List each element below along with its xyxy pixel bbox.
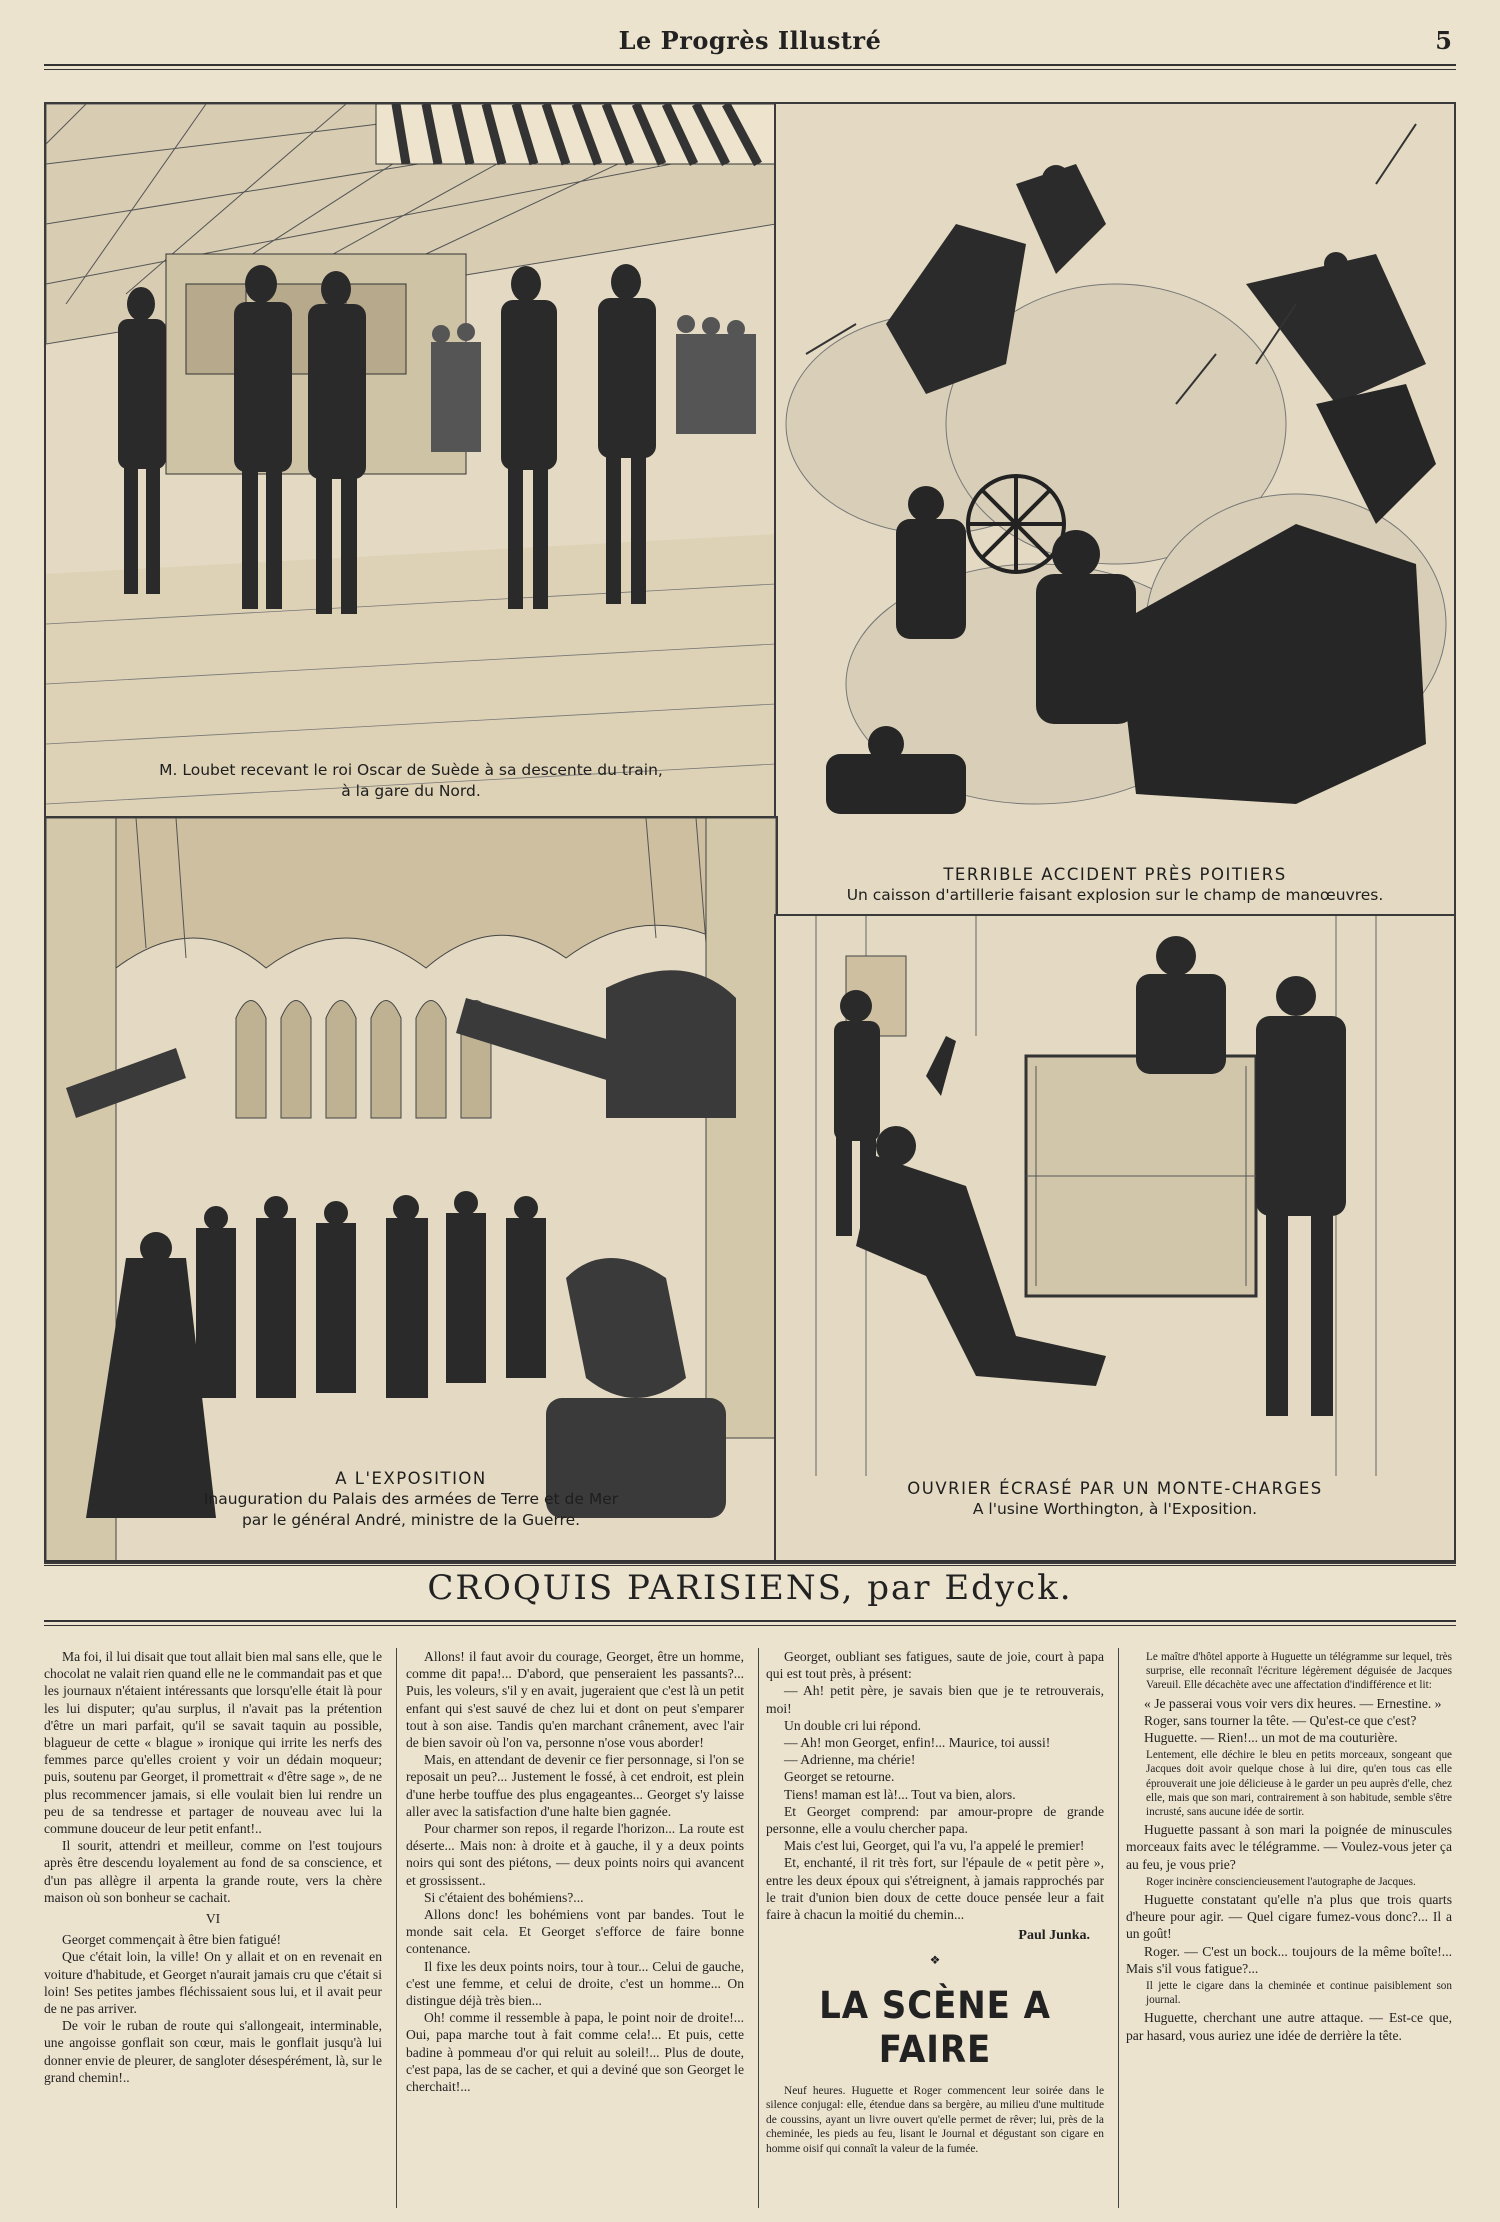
chapter-number: VI	[205, 1911, 221, 1927]
author-signature: Paul Junka.	[1018, 1928, 1090, 1944]
paragraph: Georget se retourne.	[784, 1769, 895, 1785]
caption-line: Un caisson d'artillerie faisant explosion sur le champ de manœuvres.	[846, 886, 1384, 904]
paragraph: — Adrienne, ma chérie!	[784, 1752, 916, 1768]
paragraph: Oh! comme il ressemble à papa, le point noir de droite!... Oui, papa marche tout à fait comme cela!... Et puis, cette badine à pommeau d'or qui reluit au soleil!... Plus de doute, c'est papa, las de se cacher, et qui a deviné que son Georget le cherchait!...	[406, 2010, 744, 2095]
engraving-exposition-scene	[46, 818, 776, 1562]
section-title: CROQUIS PARISIENS, par Edyck.	[427, 1568, 1073, 1608]
section-rule-top	[44, 1560, 1456, 1566]
paragraph: Georget commençait à être bien fatigué!	[62, 1932, 282, 1948]
stage-direction: Il jette le cigare dans la cheminée et continue paisiblement son journal.	[1146, 1980, 1452, 2007]
fleuron-divider: ❖	[929, 1953, 941, 1968]
caption-headline: A L'EXPOSITION	[335, 1469, 487, 1488]
section-rule-bottom	[44, 1620, 1456, 1626]
paragraph: Pour charmer son repos, il regarde l'horizon... La route est déserte... Mais non: à droite et à gauche, il y a deux points noirs qui sont des piétons, — deux points noirs qui avancent et grossissent..	[406, 1821, 744, 1888]
article-column-1	[44, 1648, 382, 2208]
caption-line: Inauguration du Palais des armées de Terre et de Mer	[203, 1490, 619, 1508]
caption-accident	[776, 864, 1454, 906]
paragraph: Que c'était loin, la ville! On y allait et on en revenait en voiture d'habitude, et Georget n'aurait jamais cru que c'était si loin! Ses petites jambes fléchissaient sous lui, et il avait peur de ne pas arriver.	[44, 1949, 382, 2017]
stage-direction: Roger incinère consciencieusement l'autographe de Jacques.	[1146, 1875, 1416, 1888]
paragraph: Et, enchanté, il rit très fort, sur l'épaule de « petit père », entre les deux époux qui s'étreignent, à jamais rapprochés par le trait d'union bien doux de cette douce pensée leur a fait faire à chacun la moitié du chemin...	[766, 1855, 1104, 1923]
stage-direction: Lentement, elle déchire le bleu en petits morceaux, songeant que Jacques doit avoir quelque chose à lui dire, qu'en tous cas elle éprouverait une joie délicieuse à le garder un peu auprès d'elle, chez elle, mais que son mari, contrairement à son habitude, semble s'être incrusté, sans aucune idée de sortir.	[1146, 1749, 1452, 1819]
masthead	[40, 20, 1460, 60]
dialogue-line: Huguette constatant qu'elle n'a plus que trois quarts d'heure pour agir. — Quel cigare fumez-vous donc?... Il a un goût!	[1126, 1892, 1452, 1942]
article-column-4	[1126, 1648, 1452, 2208]
dialogue-line: Huguette. — Rien!... un mot de ma couturière.	[1144, 1730, 1398, 1746]
caption-headline: TERRIBLE ACCIDENT PRÈS POITIERS	[943, 865, 1287, 884]
column-divider	[758, 1648, 759, 2208]
illustration-exposition	[44, 816, 778, 1564]
stage-direction: Le maître d'hôtel apporte à Huguette un télégramme sur lequel, très surprise, elle reconnaît l'écriture légèrement déguisée de Jacques Vareuil. Elle décachète avec une affectation d'indifférence et lit:	[1146, 1651, 1452, 1692]
column-divider	[396, 1648, 397, 2208]
caption-loubet	[46, 760, 776, 802]
paragraph: Il sourit, attendri et meilleur, comme on l'est toujours après être descendu loyalement au fond de sa conscience, et d'un pas allègre il arpenta la grande route, vers la chère maison où son bonheur se cachait.	[44, 1838, 382, 1905]
illustration-loubet	[44, 102, 778, 820]
paragraph: Mais, en attendant de devenir ce fier personnage, si l'on se reposait un peu?... Justement le fossé, à cet endroit, est plein d'une herbe touffue des plus engageantes... Georget s'y laisse aller avec la satisfaction d'une halte bien gagnée.	[406, 1752, 744, 1819]
header-rule	[44, 64, 1456, 70]
dialogue-line: Huguette passant à son mari la poignée de minuscules morceaux faits avec le télégramme. — Voulez-vous jeter ça au feu, je vous prie?	[1126, 1822, 1452, 1872]
illustration-ouvrier	[774, 914, 1456, 1564]
dialogue-line: « Je passerai vous voir vers dix heures. — Ernestine. »	[1144, 1695, 1442, 1711]
page-number: 5	[1435, 26, 1452, 55]
illustration-accident	[774, 102, 1456, 918]
engraving-station-scene	[46, 104, 776, 818]
caption-line: M. Loubet recevant le roi Oscar de Suède à sa descente du train,	[159, 761, 663, 779]
caption-ouvrier	[776, 1478, 1454, 1520]
paragraph: Ma foi, il lui disait que tout allait bien mal sans elle, que le chocolat ne valait rien quand elle ne le commandait pas et que les journaux n'étaient intéressants que lorsqu'elle était là pour les lui disputer; qu'au surplus, il n'avait pas la prétention d'être un mari parfait, qu'il se savait taquin au possible, blagueur de cette « blague » ironique qui irrite les nerfs des femmes parce qu'elles croient y voir un dédain moqueur; puis, soutenu par Georget, il promettrait « d'être sage », de ne plus recommencer jamais, si elle voulait bien lui rendre un peu de sa tendresse et partager de nouveau avec lui la commune douceur de leur petit enfant!..	[44, 1649, 382, 1837]
paragraph: Georget, oubliant ses fatigues, saute de joie, court à papa qui est tout près, à présent:	[766, 1649, 1104, 1682]
column-divider	[1118, 1648, 1119, 2208]
dialogue-line: Roger. — C'est un bock... toujours de la même boîte!... Mais s'il vous fatigue?...	[1126, 1943, 1452, 1976]
paragraph: — Ah! petit père, je savais bien que je te retrouverais, moi!	[766, 1683, 1104, 1716]
caption-exposition	[46, 1468, 776, 1531]
paragraph: Tiens! maman est là!... Tout va bien, alors.	[784, 1786, 1016, 1802]
engraving-workshop-scene	[776, 916, 1454, 1562]
paragraph: — Ah! mon Georget, enfin!... Maurice, toi aussi!	[784, 1735, 1051, 1751]
paragraph: Un double cri lui répond.	[784, 1717, 922, 1733]
paragraph: Si c'étaient des bohémiens?...	[424, 1889, 584, 1905]
caption-line: à la gare du Nord.	[341, 782, 481, 800]
paragraph: Il fixe les deux points noirs, tour à tour... Celui de gauche, c'est une femme, et celui de droite, c'est un homme... On distingue déjà très bien...	[406, 1958, 744, 2009]
paragraph: Allons donc! les bohémiens vont par bandes. Tout le monde sait cela. Et Georget s'efforce de faire bonne contenance.	[406, 1907, 744, 1957]
caption-headline: OUVRIER ÉCRASÉ PAR UN MONTE-CHARGES	[907, 1479, 1323, 1498]
dialogue-line: Huguette, cherchant une autre attaque. — Est-ce que, par hasard, vous auriez une idée de derrière la tête.	[1126, 2010, 1452, 2043]
stage-direction: Neuf heures. Huguette et Roger commencent leur soirée dans le silence conjugal: elle, étendue dans sa bergère, au milieu d'une multitude de coussins, ayant un livre ouvert qu'elle permet de rêver; lui, près de la cheminée, les pieds au feu, lisant le Journal et dégustant son cigare en homme oisif qui connaît la valeur de la fumée.	[766, 2084, 1104, 2156]
caption-line: par le général André, ministre de la Guerre.	[241, 1511, 581, 1529]
paragraph: De voir le ruban de route qui s'allongeait, interminable, une angoisse gonflait son cœur, mais le gonflait jusqu'à lui donner envie de pleurer, de sangloter désespérément, là, sur le grand chemin!..	[44, 2018, 382, 2085]
article-column-2	[406, 1648, 744, 2208]
article-column-3	[766, 1648, 1104, 2208]
newspaper-title: Le Progrès Illustré	[618, 26, 882, 55]
story-headline: LA SCÈNE A FAIRE	[819, 1983, 1051, 2071]
caption-line: A l'usine Worthington, à l'Exposition.	[972, 1500, 1258, 1518]
engraving-explosion-scene	[776, 104, 1454, 916]
paragraph: Allons! il faut avoir du courage, Georget, être un homme, comme dit papa!... D'abord, que penseraient les passants?... Puis, les voleurs, s'il y en avait, jugeraient que c'est là un petit enfant qui s'est sauvé de chez lui et dont on peut s'emparer tout à son aise. Tandis qu'en marchant crânement, avec l'air de bien savoir où l'on va, personne n'ose vous aborder!	[406, 1649, 744, 1751]
paragraph: Et Georget comprend: par amour-propre de grande personne, elle a voulu chercher papa.	[766, 1803, 1104, 1837]
dialogue-line: Roger, sans tourner la tête. — Qu'est-ce que c'est?	[1144, 1712, 1417, 1728]
paragraph: Mais c'est lui, Georget, qui l'a vu, l'a appelé le premier!	[784, 1838, 1085, 1854]
